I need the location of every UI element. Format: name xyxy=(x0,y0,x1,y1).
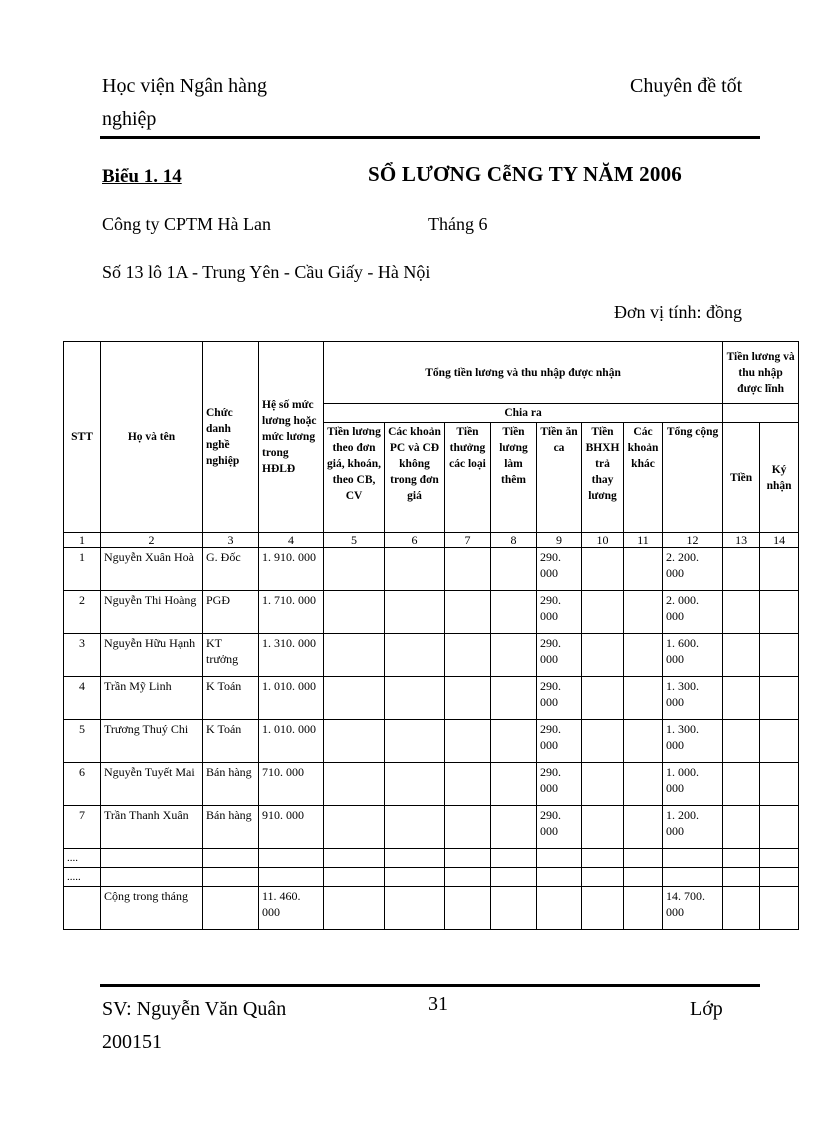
payroll-table xyxy=(63,341,799,930)
cell-coefficient: 1. 710. 000 xyxy=(259,591,324,634)
cell-job-title: G. Đốc xyxy=(203,548,259,591)
cell-name: Nguyễn Thi Hoàng xyxy=(101,591,203,634)
cell-coefficient: 1. 310. 000 xyxy=(259,634,324,677)
cell-coefficient: 1. 010. 000 xyxy=(259,677,324,720)
cell-name: Trương Thuý Chi xyxy=(101,720,203,763)
header-net-received: Tiền lương và thu nhập được lĩnh xyxy=(723,342,799,404)
total-coefficient: 11. 460. 000 xyxy=(259,887,324,930)
cell-job-title: PGĐ xyxy=(203,591,259,634)
cell-stt: 1 xyxy=(64,548,101,591)
col-number: 9 xyxy=(537,533,582,548)
cell-meal-allowance: 290. 000 xyxy=(537,720,582,763)
cell-total: 2. 000. 000 xyxy=(663,591,723,634)
col-number: 3 xyxy=(203,533,259,548)
cell-name: Trần Mỹ Linh xyxy=(101,677,203,720)
footer-rule xyxy=(100,984,760,987)
col-number: 7 xyxy=(445,533,491,548)
footer-class: Lớp xyxy=(690,998,723,1020)
company-address: Số 13 lô 1A - Trung Yên - Cầu Giấy - Hà Nội xyxy=(102,262,431,282)
col-number: 2 xyxy=(101,533,203,548)
currency-unit: Đơn vị tính: đồng xyxy=(614,302,743,322)
header-institution-cont: nghiệp xyxy=(102,108,157,130)
cell-job-title: KT trưởng xyxy=(203,634,259,677)
cell-meal-allowance: 290. 000 xyxy=(537,677,582,720)
month-label: Tháng 6 xyxy=(428,214,488,234)
header-job-title: Chức danh nghề nghiệp xyxy=(203,342,259,533)
cell-ellipsis: .... xyxy=(64,849,101,868)
header-rule xyxy=(100,136,760,139)
col-number: 8 xyxy=(491,533,537,548)
table-row-ellipsis xyxy=(64,849,799,868)
cell-job-title: Bán hàng xyxy=(203,763,259,806)
page-number: 31 xyxy=(428,993,448,1015)
header-col-14: Ký nhận xyxy=(760,423,799,533)
header-col-5: Tiền lương theo đơn giá, khoán, theo CB, CV xyxy=(324,423,385,533)
header-col-11: Các khoản khác xyxy=(624,423,663,533)
cell-stt: 3 xyxy=(64,634,101,677)
col-number: 12 xyxy=(663,533,723,548)
cell-total: 1. 300. 000 xyxy=(663,677,723,720)
header-col-7: Tiền thưởng các loại xyxy=(445,423,491,533)
cell-ellipsis: ..... xyxy=(64,868,101,887)
cell-name: Trần Thanh Xuân xyxy=(101,806,203,849)
cell-meal-allowance: 290. 000 xyxy=(537,806,582,849)
table-row xyxy=(64,677,799,720)
col-number: 13 xyxy=(723,533,760,548)
total-sum: 14. 700. 000 xyxy=(663,887,723,930)
table-row xyxy=(64,634,799,677)
cell-total: 2. 200. 000 xyxy=(663,548,723,591)
header-institution: Học viện Ngân hàng xyxy=(102,75,267,97)
cell-name: Nguyễn Tuyết Mai xyxy=(101,763,203,806)
col-number: 14 xyxy=(760,533,799,548)
total-label: Cộng trong tháng xyxy=(101,887,203,930)
table-row xyxy=(64,763,799,806)
table-row xyxy=(64,720,799,763)
table-row-ellipsis xyxy=(64,868,799,887)
document-title: SỔ LƯƠNG CễNG TY NĂM 2006 xyxy=(368,162,682,186)
cell-stt: 2 xyxy=(64,591,101,634)
table-row xyxy=(64,548,799,591)
cell-total: 1. 200. 000 xyxy=(663,806,723,849)
form-label: Biểu 1. 14 xyxy=(102,166,182,187)
cell-meal-allowance: 290. 000 xyxy=(537,548,582,591)
cell-coefficient: 1. 010. 000 xyxy=(259,720,324,763)
footer-student-id: 200151 xyxy=(102,1031,162,1053)
cell-meal-allowance: 290. 000 xyxy=(537,634,582,677)
cell-total: 1. 300. 000 xyxy=(663,720,723,763)
cell-total: 1. 600. 000 xyxy=(663,634,723,677)
header-col-8: Tiền lương làm thêm xyxy=(491,423,537,533)
cell-coefficient: 910. 000 xyxy=(259,806,324,849)
col-number: 1 xyxy=(64,533,101,548)
header-stt: STT xyxy=(64,342,101,533)
header-breakdown: Chia ra xyxy=(324,404,723,423)
cell-stt: 7 xyxy=(64,806,101,849)
col-number: 11 xyxy=(624,533,663,548)
header-col-13: Tiền xyxy=(723,423,760,533)
cell-job-title: Bán hàng xyxy=(203,806,259,849)
cell-job-title: K Toán xyxy=(203,677,259,720)
cell-coefficient: 710. 000 xyxy=(259,763,324,806)
header-net-spacer xyxy=(723,404,799,423)
company-name: Công ty CPTM Hà Lan xyxy=(102,214,271,234)
cell-meal-allowance: 290. 000 xyxy=(537,591,582,634)
cell-total: 1. 000. 000 xyxy=(663,763,723,806)
table-row xyxy=(64,591,799,634)
header-col-10: Tiền BHXH trả thay lương xyxy=(582,423,624,533)
cell-meal-allowance: 290. 000 xyxy=(537,763,582,806)
header-total-income: Tổng tiền lương và thu nhập được nhận xyxy=(324,342,723,404)
header-col-9: Tiền ăn ca xyxy=(537,423,582,533)
header-name: Họ và tên xyxy=(101,342,203,533)
cell-job-title: K Toán xyxy=(203,720,259,763)
col-number: 4 xyxy=(259,533,324,548)
footer-student: SV: Nguyễn Văn Quân xyxy=(102,998,287,1020)
cell-coefficient: 1. 910. 000 xyxy=(259,548,324,591)
table-row xyxy=(64,806,799,849)
cell-stt: 5 xyxy=(64,720,101,763)
header-col-6: Các khoản PC và CĐ không trong đơn giá xyxy=(385,423,445,533)
cell-name: Nguyễn Hữu Hạnh xyxy=(101,634,203,677)
column-number-row xyxy=(64,533,799,548)
cell-name: Nguyễn Xuân Hoà xyxy=(101,548,203,591)
header-col-12: Tổng cộng xyxy=(663,423,723,533)
table-total-row xyxy=(64,887,799,930)
col-number: 10 xyxy=(582,533,624,548)
header-salary-coefficient: Hệ số mức lương hoặc mức lương trong HĐLĐ xyxy=(259,342,324,533)
cell-stt: 4 xyxy=(64,677,101,720)
col-number: 5 xyxy=(324,533,385,548)
col-number: 6 xyxy=(385,533,445,548)
header-topic: Chuyên đề tốt xyxy=(630,75,743,97)
cell-stt: 6 xyxy=(64,763,101,806)
